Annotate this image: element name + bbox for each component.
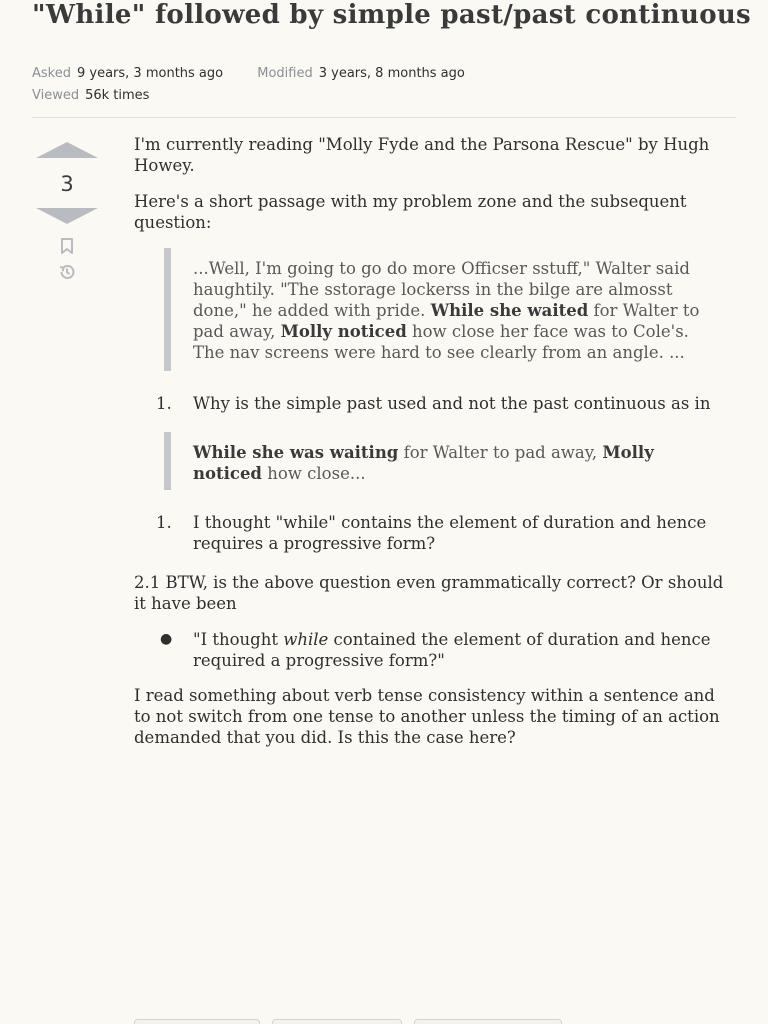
list-item-text: Why is the simple past used and not the past continuous as in [193, 394, 711, 413]
asked-value[interactable]: 9 years, 3 months ago [76, 66, 224, 81]
quote-text: ...Well, I'm going to go do more Officser sstuff," Walter said haughtily. "The sstorage lockerss in the bilge are almosst done," he added with pride. [193, 259, 690, 320]
quote-bold: Molly noticed [280, 322, 407, 341]
modified-value[interactable]: 3 years, 8 months ago [318, 66, 465, 81]
viewed-info [32, 88, 149, 103]
body-paragraph-3: 2.1 BTW, is the above question even grammatically correct? Or should it have been [134, 573, 724, 613]
asked-info [32, 66, 227, 81]
body-paragraph-2: Here's a short passage with my problem zone and the subsequent question: [134, 192, 687, 232]
list-number: 1. [156, 394, 172, 413]
list-number: 1. [156, 513, 172, 532]
blockquote-example [164, 432, 724, 490]
bullet-item [160, 629, 724, 671]
modified-label: Modified [257, 66, 313, 81]
list-item [156, 512, 724, 554]
bullet-icon: ● [160, 631, 173, 647]
viewed-value: 56k times [85, 88, 150, 103]
modified-info [257, 66, 465, 81]
quote-text: for Walter to pad away, [193, 301, 700, 341]
history-icon[interactable] [57, 262, 77, 282]
question-title[interactable]: "While" followed by simple past/past continuous [32, 0, 751, 30]
question-body [134, 134, 724, 763]
quote-text: for Walter to pad away, [398, 443, 603, 462]
upvote-arrow-icon[interactable] [36, 142, 98, 158]
quote-text: how close... [261, 464, 366, 483]
blockquote-passage [164, 248, 724, 371]
vote-panel [36, 142, 98, 282]
quote-text: how close her face was to Cole's. The nav screens were hard to see clearly from an angle. ... [193, 322, 689, 362]
bookmark-icon[interactable] [57, 236, 77, 256]
viewed-label: Viewed [32, 88, 80, 103]
header-divider [32, 117, 736, 118]
quote-bold: While she waited [430, 301, 589, 320]
tag-button[interactable] [272, 1019, 402, 1024]
asked-label: Asked [32, 66, 71, 81]
downvote-arrow-icon[interactable] [36, 208, 98, 224]
tag-button[interactable] [134, 1019, 260, 1024]
list-item [156, 393, 724, 414]
quote-bold: While she was waiting [193, 443, 399, 462]
question-meta [32, 66, 495, 81]
tag-button[interactable] [414, 1019, 562, 1024]
bullet-item-text: "I thought while contained the element of duration and hence required a progressive form?" [193, 630, 711, 670]
vote-score: 3 [60, 172, 74, 196]
body-paragraph-4: I read something about verb tense consistency within a sentence and to not switch from one tense to another unless the timing of an action demanded that you did. Is this the case here? [134, 686, 720, 747]
body-paragraph-1: I'm currently reading "Molly Fyde and the Parsona Rescue" by Hugh Howey. [134, 135, 710, 175]
quote-bold: Molly noticed [193, 443, 654, 483]
list-item-text: I thought "while" contains the element of duration and hence requires a progressive form? [193, 513, 707, 553]
